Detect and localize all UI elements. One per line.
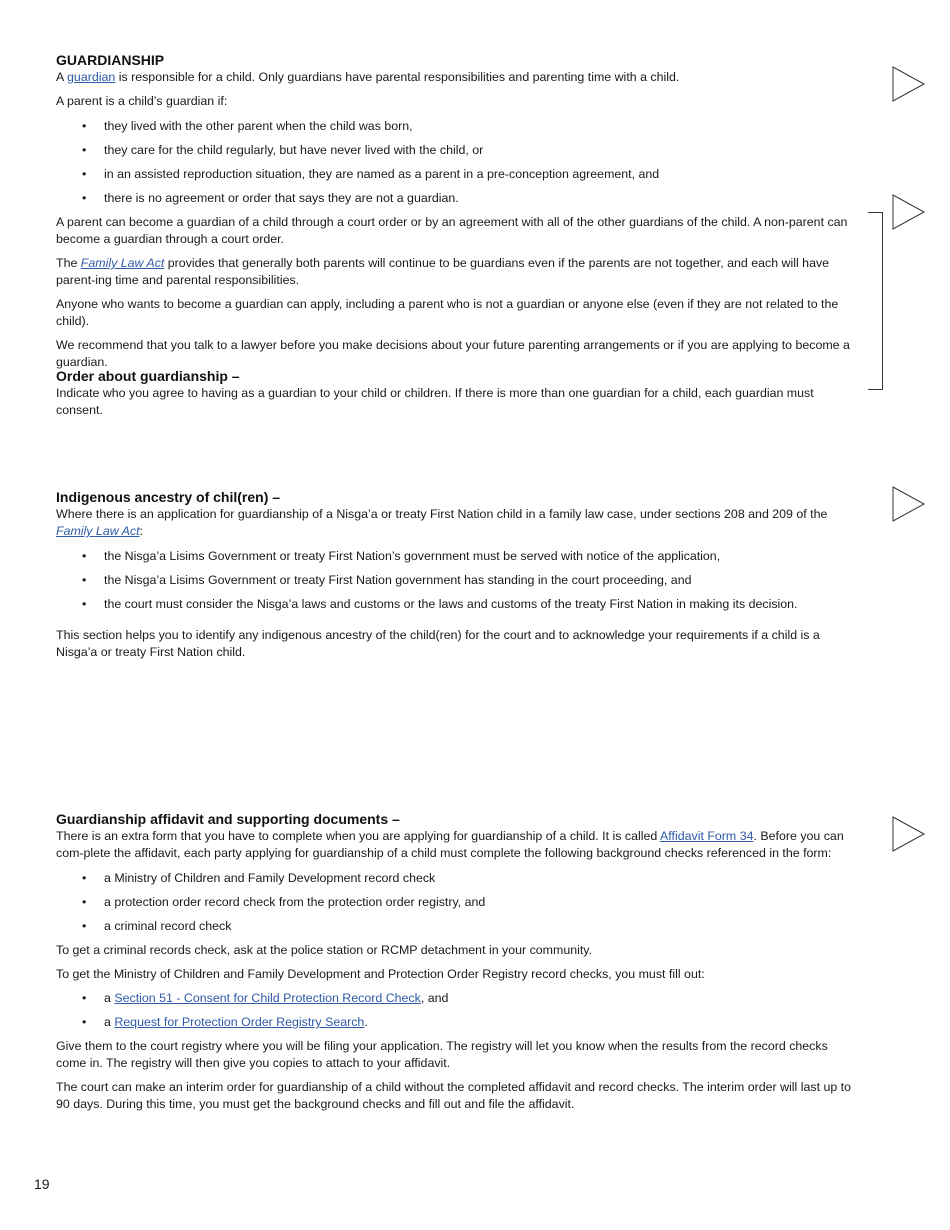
triangle-arrow-icon xyxy=(892,66,926,102)
affidavit-bullets xyxy=(56,870,856,935)
guardianship-p6: We recommend that you talk to a lawyer before you make decisions about your future parenting arrangements or if you are applying to become a guardian. xyxy=(56,338,850,369)
triangle-arrow-icon xyxy=(892,486,926,522)
affidavit-p2: To get a criminal records check, ask at the police station or RCMP detachment in your community. xyxy=(56,943,593,957)
family-law-act-link[interactable]: Family Law Act xyxy=(56,524,140,538)
section-guardianship xyxy=(56,51,856,378)
guardianship-p3: A parent can become a guardian of a child through a court order or by an agreement with all of the other guardians of the child. A non-parent can become a guardian through a court order. xyxy=(56,215,848,246)
affidavit-p4: Give them to the court registry where you will be filing your application. The registry will let you know when the results from the record checks come in. The registry will then give you copies to attach to your affidavit. xyxy=(56,1039,828,1070)
indigenous-bullets xyxy=(56,548,856,613)
indigenous-p1 xyxy=(56,506,856,540)
list-item: • a protection order record check from the protection order registry, and xyxy=(56,894,856,911)
guardianship-p2: A parent is a child’s guardian if: xyxy=(56,94,228,108)
section-51-consent-link[interactable]: Section 51 - Consent for Child Protection Record Check xyxy=(114,991,421,1005)
section-order xyxy=(56,367,856,426)
page-number: 19 xyxy=(34,1176,50,1192)
bracket-line xyxy=(868,212,883,390)
text: A xyxy=(56,70,68,84)
text: . Before you can com-plete the affidavit, each party applying for guardianship of a child must complete the following background checks referenced in the form: xyxy=(56,829,844,860)
text: , and xyxy=(420,991,449,1005)
list-item: • the Nisga’a Lisims Government or treaty First Nation’s government must be served with notice of the application, xyxy=(56,548,856,565)
text: : xyxy=(139,524,143,538)
list-item: • the court must consider the Nisga’a laws and customs or the laws and customs of the treaty First Nation in making its decision. xyxy=(56,596,856,613)
text: The xyxy=(56,256,81,270)
affidavit-p5: The court can make an interim order for guardianship of a child without the completed affidavit and record checks. The interim order will last up to 90 days. During this time, you must get the background checks and fill out and file the affidavit. xyxy=(56,1080,852,1111)
heading-indigenous: Indigenous ancestry of chil(ren) – xyxy=(56,489,281,505)
list-item xyxy=(56,1014,856,1031)
guardianship-p5: Anyone who wants to become a guardian can apply, including a parent who is not a guardian or anyone else (even if they are not related to the child). xyxy=(56,297,839,328)
text: Where there is an application for guardianship of a Nisga’a or treaty First Nation child in a family law case, under sections 208 and 209 of the xyxy=(56,507,828,521)
list-item: • they care for the child regularly, but have never lived with the child, or xyxy=(56,142,856,159)
list-item: • in an assisted reproduction situation, they are named as a parent in a pre-conception agreement, and xyxy=(56,166,856,183)
section-affidavit xyxy=(56,810,856,1120)
text: There is an extra form that you have to complete when you are applying for guardianship of a child. It is called xyxy=(56,829,661,843)
affidavit-form-bullets xyxy=(56,990,856,1031)
heading-affidavit: Guardianship affidavit and supporting documents – xyxy=(56,811,400,827)
indigenous-p2: This section helps you to identify any indigenous ancestry of the child(ren) for the court and to acknowledge your requirements if a child is a Nisga’a or treaty First Nation child. xyxy=(56,628,820,659)
affidavit-p1 xyxy=(56,828,856,862)
list-item: • they lived with the other parent when the child was born, xyxy=(56,118,856,135)
family-law-act-link[interactable]: Family Law Act xyxy=(80,256,165,270)
order-p1: Indicate who you agree to having as a guardian to your child or children. If there is more than one guardian for a child, each guardian must consent. xyxy=(56,386,814,417)
list-item: • there is no agreement or order that says they are not a guardian. xyxy=(56,190,856,207)
text: provides that generally both parents will continue to be guardians even if the parents are not together, and each will have parent-ing time and parental responsibilities. xyxy=(56,256,830,287)
affidavit-p3: To get the Ministry of Children and Family Development and Protection Order Registry record checks, you must fill out: xyxy=(56,967,705,981)
protection-order-registry-search-link[interactable]: Request for Protection Order Registry Search xyxy=(114,1015,365,1029)
triangle-arrow-icon xyxy=(892,816,926,852)
text: . xyxy=(364,1015,368,1029)
text: is responsible for a child. Only guardians have parental responsibilities and parenting time with a child. xyxy=(115,70,680,84)
heading-guardianship: GUARDIANSHIP xyxy=(56,52,165,68)
heading-order: Order about guardianship – xyxy=(56,368,240,384)
triangle-arrow-icon xyxy=(892,194,926,230)
list-item: • the Nisga’a Lisims Government or treaty First Nation government has standing in the court proceeding, and xyxy=(56,572,856,589)
list-item: • a Ministry of Children and Family Development record check xyxy=(56,870,856,887)
guardianship-bullets xyxy=(56,118,856,207)
list-item xyxy=(56,990,856,1007)
list-item: • a criminal record check xyxy=(56,918,856,935)
guardian-link[interactable]: guardian xyxy=(67,70,116,84)
text: a xyxy=(104,1015,115,1029)
affidavit-form-34-link[interactable]: Affidavit Form 34 xyxy=(660,829,754,843)
guardianship-p4 xyxy=(56,255,856,289)
text: a xyxy=(104,991,115,1005)
section-indigenous xyxy=(56,488,856,668)
guardianship-p1 xyxy=(56,69,856,86)
